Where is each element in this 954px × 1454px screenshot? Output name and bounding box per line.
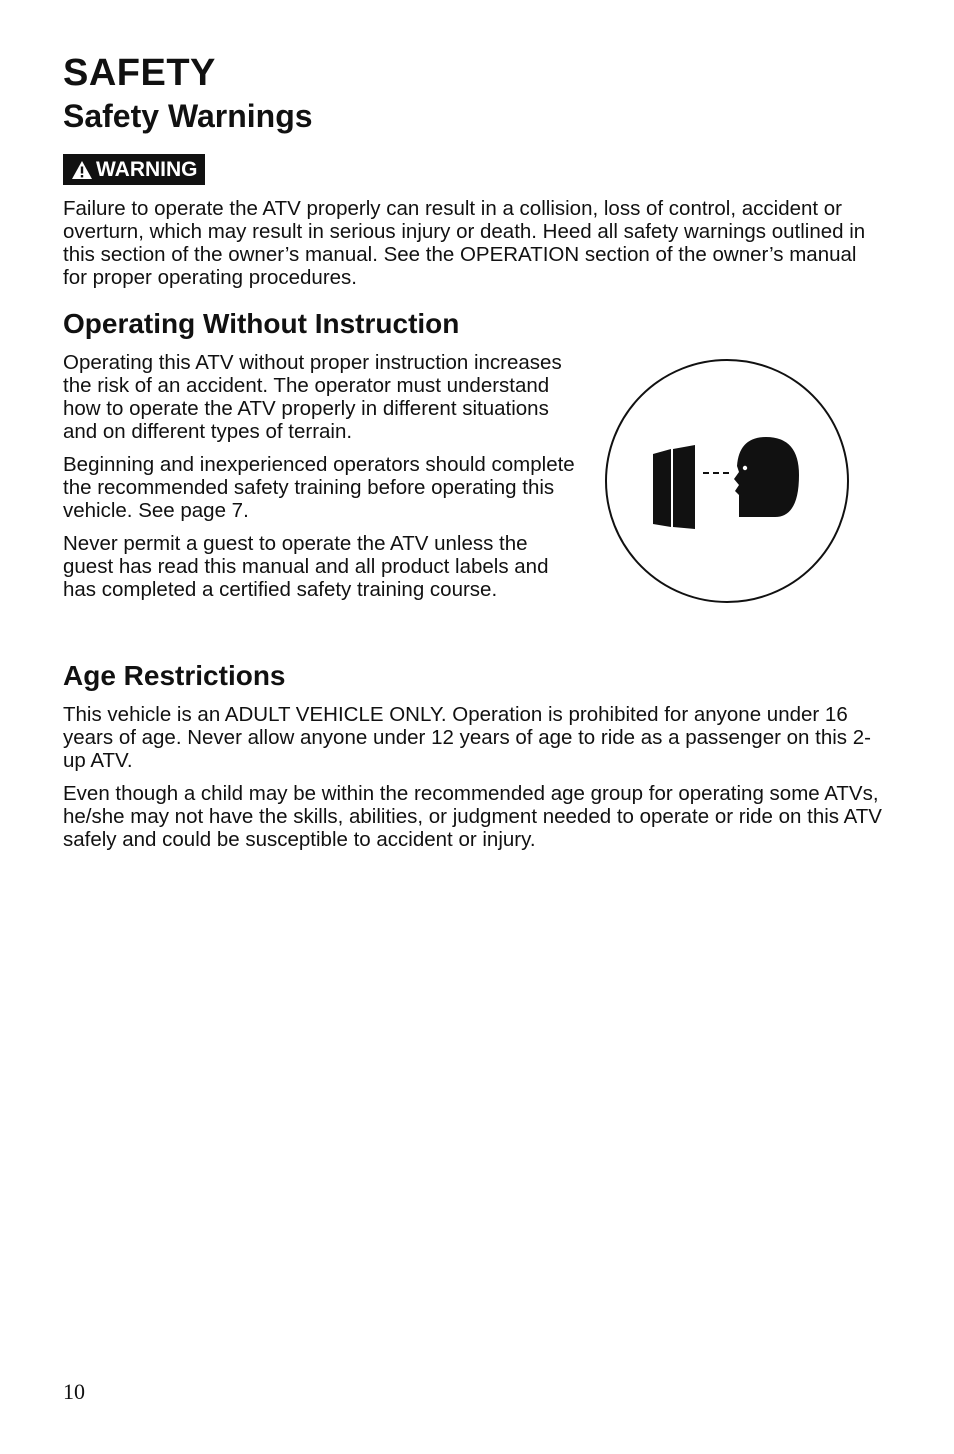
paragraph: This vehicle is an ADULT VEHICLE ONLY. Operation is prohibited for anyone under 16 years of age. Never allow anyone under 12 years of age to ride as a passenger on this 2-up ATV. (63, 703, 871, 772)
operating-without-instruction-section (63, 351, 883, 641)
warning-badge (63, 154, 205, 185)
section-title: Safety Warnings (63, 98, 313, 134)
warning-label: WARNING (96, 157, 198, 181)
paragraph: Never permit a guest to operate the ATV unless the guest has read this manual and all product labels and has completed a certified safety training course. (63, 532, 549, 601)
heading-operating-without-instruction: Operating Without Instruction (63, 308, 460, 339)
warning-triangle-icon (71, 160, 93, 180)
page-number: 10 (63, 1379, 85, 1404)
heading-age-restrictions: Age Restrictions (63, 660, 286, 691)
manual-page (63, 50, 883, 861)
paragraph: Beginning and inexperienced operators should complete the recommended safety training before operating this vehicle. See page 7. (63, 453, 575, 522)
chapter-title: SAFETY (63, 52, 216, 94)
operating-text-column (63, 351, 575, 601)
read-manual-icon (603, 357, 851, 605)
warning-text: Failure to operate the ATV properly can result in a collision, loss of control, accident or overturn, which may result in serious injury or death. Heed all safety warnings outlined in this section of the owner’s manual. See the OPERATION section of the owner’s manual for proper operating procedures. (63, 197, 866, 289)
paragraph: Even though a child may be within the recommended age group for operating some ATVs, he/she may not have the skills, abilities, or judgment needed to operate or ride on this ATV safely and could be susceptible to accident or injury. (63, 782, 882, 851)
paragraph: Operating this ATV without proper instruction increases the risk of an accident. The operator must understand how to operate the ATV properly in different situations and on different types of terrain. (63, 351, 562, 443)
